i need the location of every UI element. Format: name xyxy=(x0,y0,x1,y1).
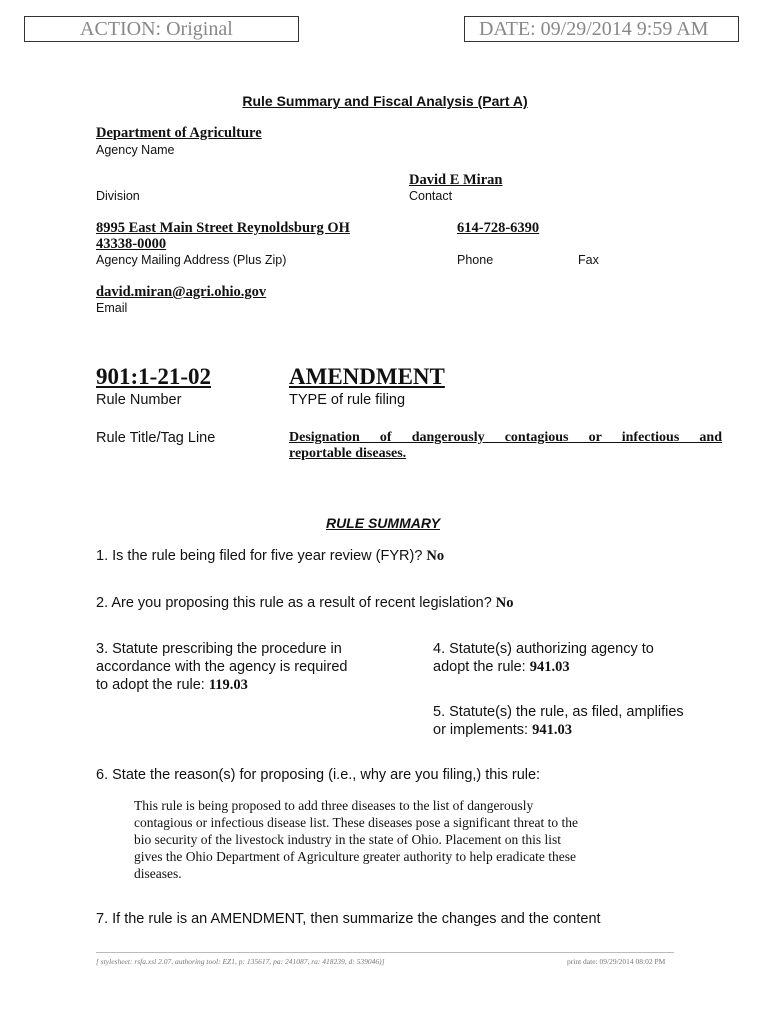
question-4-answer: 941.03 xyxy=(529,659,570,675)
action-text: ACTION: Original xyxy=(80,18,233,40)
email-label: Email xyxy=(96,301,128,315)
question-1 xyxy=(96,548,444,565)
question-4-line1: 4. Statute(s) authorizing agency to xyxy=(433,641,654,657)
question-6-answer-line: This rule is being proposed to add three diseases to the list of dangerously xyxy=(134,798,534,813)
page-title: Rule Summary and Fiscal Analysis (Part A) xyxy=(242,93,528,109)
question-6-text: 6. State the reason(s) for proposing (i.e., why are you filing,) this rule: xyxy=(96,767,541,783)
date-text: DATE: 09/29/2014 9:59 AM xyxy=(479,18,709,40)
contact-value: David E Miran xyxy=(409,172,503,188)
phone-label: Phone xyxy=(457,253,494,267)
agency-name-value: Department of Agriculture xyxy=(96,125,262,141)
address-line1: 8995 East Main Street Reynoldsburg OH xyxy=(96,220,350,236)
email-value: david.miran@agri.ohio.gov xyxy=(96,284,267,300)
division-label: Division xyxy=(96,189,140,203)
question-5-line2: or implements: xyxy=(433,722,529,738)
question-4-line2: adopt the rule: xyxy=(433,659,526,675)
question-3-line3: to adopt the rule: xyxy=(96,677,205,693)
action-box xyxy=(24,16,299,42)
agency-name-label: Agency Name xyxy=(96,143,175,157)
question-2-answer: No xyxy=(495,595,514,611)
question-6-answer-line: bio security of the livestock industry in the state of Ohio. Placement on this list xyxy=(134,832,562,847)
address-label: Agency Mailing Address (Plus Zip) xyxy=(96,253,287,267)
question-5-line1: 5. Statute(s) the rule, as filed, amplifies xyxy=(433,704,684,720)
contact-label: Contact xyxy=(409,189,453,203)
question-6-answer-line: diseases. xyxy=(134,866,182,881)
question-1-answer: No xyxy=(426,548,445,564)
footer-divider xyxy=(96,952,674,953)
rule-type-label: TYPE of rule filing xyxy=(289,392,406,408)
date-box xyxy=(464,16,739,42)
question-6-answer-line: contagious or infectious disease list. These diseases pose a significant threat to the xyxy=(134,815,579,830)
rule-type-value: AMENDMENT xyxy=(289,364,445,389)
question-2 xyxy=(96,595,514,612)
rule-title-line2: reportable diseases. xyxy=(289,446,407,461)
question-1-text: 1. Is the rule being filed for five year review (FYR)? xyxy=(96,548,423,564)
footer-print-date: print date: 09/29/2014 08:02 PM xyxy=(567,957,666,966)
question-7-text: 7. If the rule is an AMENDMENT, then summarize the changes and the content xyxy=(96,911,601,927)
rule-summary-heading: RULE SUMMARY xyxy=(325,515,441,531)
rule-title-line1: Designation of dangerously contagious or infectious and xyxy=(289,430,722,445)
question-6-answer-line: gives the Ohio Department of Agriculture greater authority to help eradicate these xyxy=(134,849,576,864)
question-3-answer: 119.03 xyxy=(208,677,248,693)
phone-value: 614-728-6390 xyxy=(457,220,540,236)
question-4 xyxy=(433,640,654,676)
question-3-line2: accordance with the agency is required xyxy=(96,659,348,675)
fax-label: Fax xyxy=(578,253,599,267)
footer-stylesheet-info: [ stylesheet: rsfa.xsl 2.07, authoring tool: EZ1, p: 135617, pa: 241087, ra: 418239, d: 539046)] xyxy=(96,957,385,966)
address-line2: 43338-0000 xyxy=(96,236,167,252)
rule-title-label: Rule Title/Tag Line xyxy=(96,430,216,446)
question-5 xyxy=(433,703,684,739)
rule-number-label: Rule Number xyxy=(96,392,182,408)
rule-number-value: 901:1-21-02 xyxy=(96,364,211,389)
question-3 xyxy=(96,640,347,694)
question-5-answer: 941.03 xyxy=(532,722,572,738)
question-6-answer xyxy=(134,797,578,882)
question-2-text: 2. Are you proposing this rule as a result of recent legislation? xyxy=(96,595,492,611)
question-3-line1: 3. Statute prescribing the procedure in xyxy=(96,641,342,657)
